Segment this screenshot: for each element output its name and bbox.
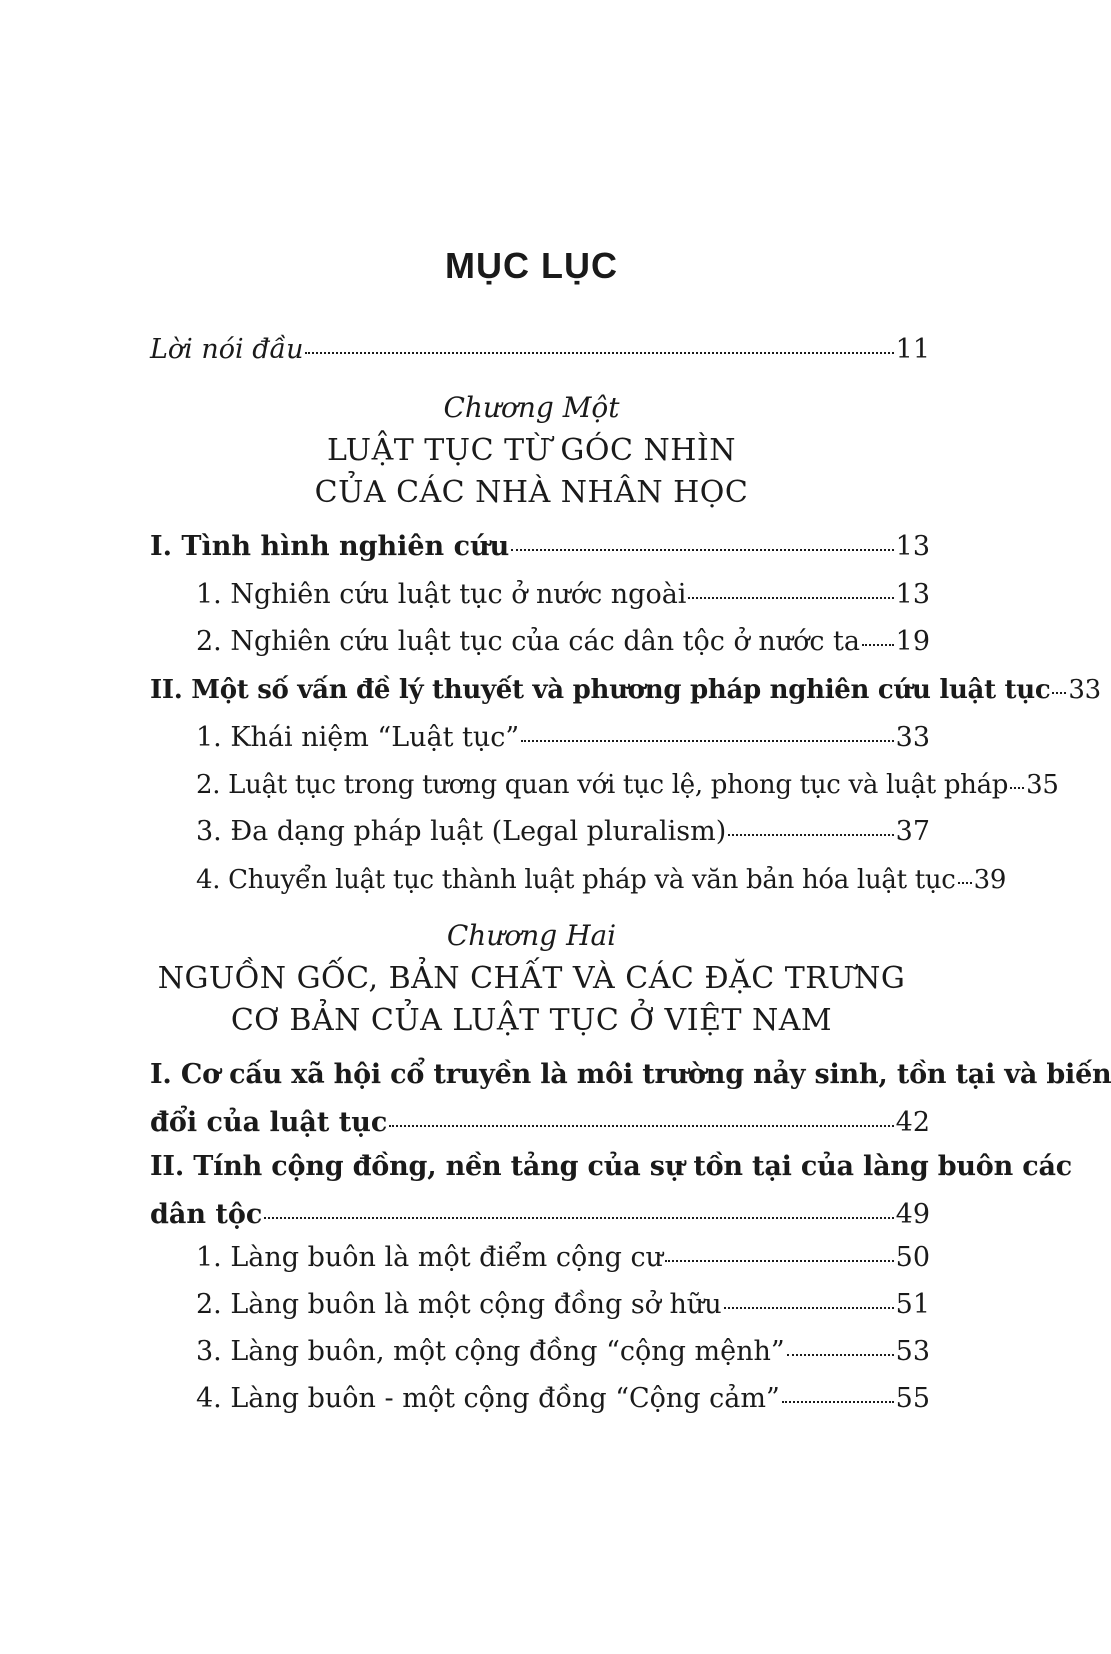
toc-subsection[interactable]	[196, 624, 930, 660]
toc-section[interactable]	[150, 1057, 1111, 1141]
toc-page-number: 51	[895, 1289, 930, 1321]
toc-subsection[interactable]	[196, 577, 930, 613]
toc-page-number: 11	[895, 334, 930, 366]
toc-page-number: 13	[895, 531, 930, 563]
toc-entry-label: 1. Nghiên cứu luật tục ở nước ngoài	[196, 579, 687, 611]
toc-page-number: 42	[895, 1107, 930, 1139]
dot-leader	[305, 328, 893, 354]
toc-page-number: 53	[895, 1336, 930, 1368]
dot-leader	[264, 1193, 893, 1219]
dot-leader	[665, 1236, 894, 1262]
toc-page-number: 35	[1026, 770, 1059, 800]
dot-leader	[782, 1377, 894, 1403]
dot-leader	[1052, 669, 1066, 694]
toc-entry-label: 1. Khái niệm “Luật tục”	[196, 722, 520, 754]
dot-leader	[862, 620, 894, 646]
toc-entry-label: I. Cơ cấu xã hội cổ truyền là môi trường nảy sinh, tồn tại và biến	[150, 1059, 1111, 1090]
toc-page-number: 50	[895, 1242, 930, 1274]
toc-section[interactable]	[150, 529, 930, 565]
toc-entry-label: 2. Nghiên cứu luật tục của các dân tộc ở nước ta	[196, 626, 861, 658]
chapter-label: Chương Hai	[446, 919, 617, 952]
toc-entry-label: Lời nói đầu	[150, 334, 304, 366]
page-title: MỤC LỤC	[445, 245, 618, 286]
toc-subsection[interactable]	[196, 720, 930, 756]
toc-entry-label: 3. Làng buôn, một cộng đồng “cộng mệnh”	[196, 1336, 785, 1368]
dot-leader	[728, 810, 893, 836]
dot-leader	[511, 525, 893, 551]
toc-entry-label: II. Một số vấn đề lý thuyết và phương pháp nghiên cứu luật tục	[150, 675, 1051, 705]
toc-entry-label: 4. Chuyển luật tục thành luật pháp và văn bản hóa luật tục	[196, 865, 956, 895]
toc-entry-label: 1. Làng buôn là một điểm cộng cư	[196, 1242, 663, 1274]
toc-page-number: 33	[1068, 675, 1101, 705]
dot-leader	[724, 1283, 894, 1309]
dot-leader	[521, 716, 893, 742]
toc-page-number: 55	[895, 1383, 930, 1415]
dot-leader	[787, 1330, 894, 1356]
toc-page-number: 49	[895, 1199, 930, 1231]
dot-leader	[958, 859, 972, 884]
toc-subsection[interactable]	[196, 1381, 930, 1417]
chapter-title-line: CƠ BẢN CỦA LUẬT TỤC Ở VIỆT NAM	[230, 1003, 833, 1038]
toc-entry-label-continued: đổi của luật tục	[150, 1107, 388, 1139]
toc-page-number: 19	[895, 626, 930, 658]
toc-page-number: 37	[895, 816, 930, 848]
toc-entry-label-continued: dân tộc	[150, 1199, 263, 1231]
toc-entry-preface[interactable]	[150, 332, 930, 368]
toc-entry-label: 4. Làng buôn - một cộng đồng “Cộng cảm”	[196, 1383, 780, 1415]
toc-subsection[interactable]	[196, 814, 930, 850]
toc-entry-label: 2. Làng buôn là một cộng đồng sở hữu	[196, 1289, 722, 1321]
chapter-label: Chương Một	[443, 391, 620, 424]
dot-leader	[688, 573, 893, 599]
toc-subsection[interactable]	[196, 1334, 930, 1370]
toc-section[interactable]	[150, 1149, 1073, 1233]
toc-page-number: 39	[973, 865, 1007, 895]
toc-entry-label: 2. Luật tục trong tương quan với tục lệ, phong tục và luật pháp	[196, 770, 1009, 800]
dot-leader	[1010, 764, 1024, 789]
toc-subsection[interactable]	[196, 767, 1059, 803]
chapter-title-line: NGUỒN GỐC, BẢN CHẤT VÀ CÁC ĐẶC TRƯNG	[157, 961, 906, 996]
toc-page-number: 33	[895, 722, 930, 754]
toc-entry-label: I. Tình hình nghiên cứu	[150, 531, 510, 563]
toc-page-number: 13	[895, 579, 930, 611]
dot-leader	[389, 1101, 893, 1127]
toc-entry-label: II. Tính cộng đồng, nền tảng của sự tồn tại của làng buôn các	[150, 1151, 1073, 1182]
chapter-title-line: LUẬT TỤC TỪ GÓC NHÌN	[327, 433, 736, 468]
toc-section[interactable]	[150, 672, 1101, 708]
toc-subsection[interactable]	[196, 862, 1007, 898]
toc-subsection[interactable]	[196, 1240, 930, 1276]
toc-subsection[interactable]	[196, 1287, 930, 1323]
toc-entry-label: 3. Đa dạng pháp luật (Legal pluralism)	[196, 816, 727, 848]
chapter-title-line: CỦA CÁC NHÀ NHÂN HỌC	[314, 475, 749, 510]
